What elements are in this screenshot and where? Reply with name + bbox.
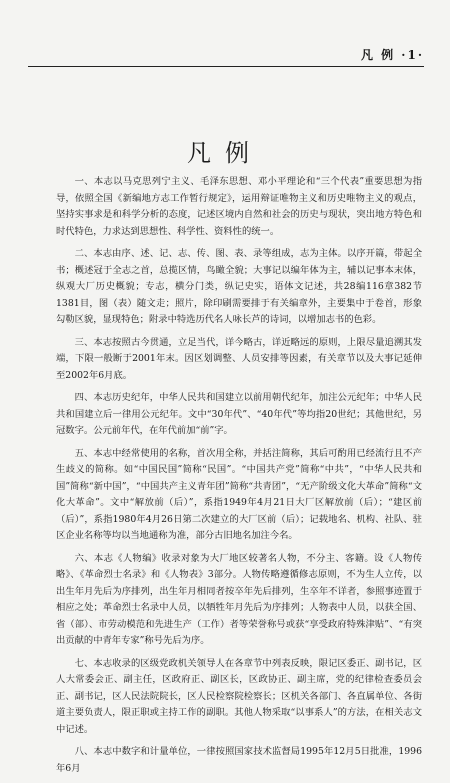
paragraph-5: 五、本志中经常使用的名称，首次用全称，并括注简称，其后可酌用已经流行且不产生歧义的简称。如“中国民国”简称“民国”。“中国共产党”简称“中共”，“中华人民共和国”简称“新中国”，“中国共产主义青年团”简称“共青团”，“无产阶级文化大革命”简称“文化大革命”。文中“解放前（后）”，系指1949年4月21日大厂区解放前（后）；“建区前（后）”，系指1980年4月26日第二次建立的大厂区前（后）；记载地名、机构、社队、驻区企业名称等均以当地通称为准，部分古旧地名加注今名。 [56,447,422,541]
page-title: 凡例 [187,139,263,167]
paragraph-4: 四、本志历史纪年，中华人民共和国建立以前用朝代纪年，加注公元纪年；中华人民共和国建立后一律用公元纪年。文中“30年代”、“40年代”等均指20世纪；其他世纪，另冠数字。公元前年代，在年代前加“前”字。 [56,392,422,436]
paragraph-3: 三、本志按照古今贯通，立足当代，详今略古，详近略远的原则，上限尽量追溯其发端，下限一般断于2001年末。因区划调整、人员安排等因素，有关章节以及大事记延伸至2002年6月底。 [56,336,422,381]
running-header [28,44,424,67]
paragraph-6: 六、本志《人物编》收录对象为大厂地区较著名人物，不分主、客籍。设《人物传略》、《革命烈士名录》和《人物表》3部分。人物传略遵循修志原则，不为生人立传，以出生年月先后为序排列，出生年月相同者按卒年先后排列，生卒年不详者，参照事迹置于相应之处；革命烈士名录中人员，以牺牲年月先后为序排列；人物表中人员，以获全国、省（部）、市劳动模范和先进生产（工作）者等荣誉称号或获“享受政府特殊津贴”、“有突出贡献的中青年专家”称号先后为序。 [56,552,422,646]
body-text [56,174,422,783]
paragraph-1: 一、本志以马克思列宁主义、毛泽东思想、邓小平理论和“三个代表”重要思想为指导，依照全国《新编地方志工作暂行规定》，运用辩证唯物主义和历史唯物主义的观点，坚持实事求是和科学分析的态度，记述区境内自然和社会的历史与现状，突出地方特色和时代特色，力求达到思想性、科学性、资料性的统一。 [56,176,422,237]
running-header-text: 凡 例 ·1· [360,48,424,62]
paragraph-7: 七、本志收录的区级党政机关领导人在各章节中列表反映，限记区委正、副书记，区人大常委会正、副主任，区政府正、副区长，区政协正、副主席，党的纪律检查委员会正、副书记，区人民法院院长，区人民检察院检察长；区机关各部门、各直属单位、各街道主要负责人，限正职或主持工作的副职。其他人物采取“以事系人”的方法，在相关志文中记述。 [56,657,422,735]
paragraph-8: 八、本志中数字和计量单位，一律按照国家技术监督局1995年12月5日批准，1996年6月 [56,746,422,774]
paragraph-2: 二、本志由序、述、记、志、传、图、表、录等组成，志为主体。以序开篇，带起全书；概述冠于全志之首，总揽区情，鸟瞰全貌；大事记以编年体为主，辅以记事本末体，纵观大厂历史概貌；专志，横分门类，纵记史实，语体文记述，共28编116章382节1381目，图（表）随文走；照片，除印刷需要排于有关编章外，主要集中于卷首，形象勾勒区貌，显现特色；附录中特选历代名人咏长芦的诗词，以增加志书的色彩。 [56,248,422,325]
